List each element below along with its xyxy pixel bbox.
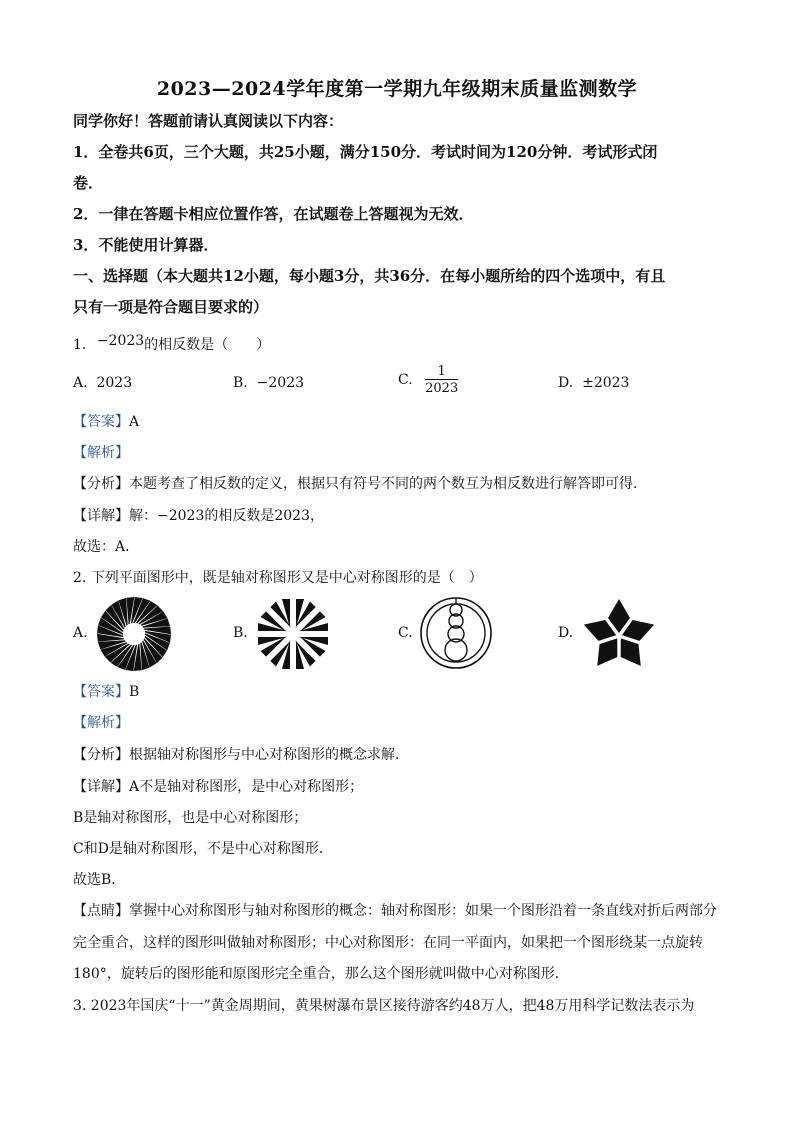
option-label: C. bbox=[398, 372, 413, 388]
figure-label-a: A. bbox=[73, 625, 88, 641]
answer-value: A bbox=[129, 414, 140, 430]
conclusion: 故选：A． bbox=[73, 539, 140, 555]
option-value: ±2023 bbox=[582, 375, 630, 391]
conclusion: 故选B． bbox=[73, 872, 126, 888]
option-label: B. bbox=[233, 375, 248, 391]
explanation-b: B是轴对称图形，也是中心对称图形； bbox=[73, 810, 308, 826]
kite-petals bbox=[582, 599, 656, 669]
instruction-item-1-cont: 卷． bbox=[73, 174, 104, 192]
question-text: 下列平面图形中，既是轴对称图形又是中心对称图形的是（ ） bbox=[90, 570, 483, 586]
analysis-fenxi bbox=[73, 744, 409, 764]
figure-c-nested-circles bbox=[419, 595, 493, 675]
option-a bbox=[73, 375, 132, 391]
fenxi-text: 根据轴对称图形与中心对称图形的概念求解． bbox=[129, 747, 409, 763]
star-arms bbox=[258, 599, 328, 669]
xiangjie-tag: 【详解】 bbox=[73, 508, 129, 524]
dianjing-line3: 180°，旋转后的图形能和原图形完全重合，那么这个图形就叫做中心对称图形． bbox=[73, 966, 569, 982]
question-number: 2. bbox=[73, 570, 87, 586]
arm bbox=[289, 630, 325, 666]
arm bbox=[282, 640, 304, 669]
option-d bbox=[558, 375, 629, 391]
petal bbox=[608, 599, 630, 633]
arm bbox=[260, 601, 296, 637]
figure-label-c: C. bbox=[398, 625, 413, 641]
arm bbox=[258, 623, 287, 645]
option-label: A. bbox=[73, 375, 88, 391]
arm bbox=[289, 601, 325, 637]
explanation-cd: C和D是轴对称图形，不是中心对称图形． bbox=[73, 841, 333, 857]
instruction-item-2: 2．一律在答题卡相应位置作答，在试题卷上答题视为无效． bbox=[73, 205, 474, 223]
figure-label-d: D. bbox=[558, 625, 574, 641]
arm bbox=[282, 599, 304, 628]
figure-label-b: B. bbox=[233, 625, 248, 641]
instruction-item-1: 1．全卷共6页，三个大题，共25小题，满分150分．考试时间为120分钟．考试形式闭 bbox=[73, 143, 658, 161]
fenxi-tag: 【分析】 bbox=[73, 747, 129, 763]
analysis-xiangjie bbox=[73, 505, 324, 525]
arm bbox=[299, 623, 328, 645]
question-3-stem: 3. 2023年国庆“十一”黄金周期间，黄果树瀑布景区接待游客约48万人，把48万用科学记数法表示为 bbox=[73, 998, 695, 1014]
fenxi-text: 本题考查了相反数的定义，根据只有符号不同的两个数互为相反数进行解答即可得． bbox=[129, 476, 647, 492]
analysis-tag: 【解析】 bbox=[73, 445, 129, 461]
answer-value: B bbox=[129, 684, 140, 700]
option-b bbox=[233, 375, 304, 391]
section-heading-line1: 一、选择题（本大题共12小题，每小题3分，共36分．在每小题所给的四个选项中，有且 bbox=[73, 267, 666, 285]
figure-d-pentagon-kites bbox=[582, 597, 656, 673]
page-title: 2023—2024学年度第一学期九年级期末质量监测数学 bbox=[156, 78, 638, 100]
option-value: −2023 bbox=[256, 375, 305, 391]
dianjing-line1 bbox=[73, 900, 717, 920]
xiangjie-text: 解：−2023的相反数是2023， bbox=[129, 508, 324, 524]
analysis-tag: 【解析】 bbox=[73, 715, 129, 731]
fraction-numerator: 1 bbox=[425, 364, 458, 380]
instruction-item-3: 3．不能使用计算器． bbox=[73, 236, 219, 254]
question-2-stem bbox=[73, 567, 483, 587]
dianjing-text: 掌握中心对称图形与轴对称图形的概念：轴对称图形：如果一个图形沿着一条直线对折后两部分 bbox=[129, 903, 717, 919]
xiangjie-text: A不是轴对称图形，是中心对称图形； bbox=[129, 779, 364, 795]
question-1-stem bbox=[73, 334, 270, 354]
dianjing-tag: 【点睛】 bbox=[73, 903, 129, 919]
section-heading-line2: 只有一项是符合题目要求的） bbox=[73, 298, 269, 316]
question-number: 1. bbox=[73, 337, 87, 353]
answer-line bbox=[73, 681, 139, 701]
question-expression: −2023 bbox=[96, 333, 145, 349]
analysis-xiangjie bbox=[73, 776, 363, 796]
xiangjie-tag: 【详解】 bbox=[73, 779, 129, 795]
dianjing-line2: 完全重合，这样的图形叫做轴对称图形；中心对称图形：在同一平面内，如果把一个图形绕某一点旋转 bbox=[73, 935, 703, 951]
answer-tag: 【答案】 bbox=[73, 414, 129, 430]
answer-tag: 【答案】 bbox=[73, 684, 129, 700]
fraction bbox=[425, 364, 458, 396]
question-text: 的相反数是（ ） bbox=[144, 337, 271, 353]
fenxi-tag: 【分析】 bbox=[73, 476, 129, 492]
answer-line bbox=[73, 411, 139, 431]
fraction-denominator: 2023 bbox=[425, 381, 459, 396]
option-value: 2023 bbox=[96, 375, 133, 391]
option-c bbox=[398, 364, 458, 396]
option-label: D. bbox=[558, 375, 574, 391]
figure-b-star-pattern bbox=[256, 597, 330, 675]
analysis-fenxi bbox=[73, 473, 647, 493]
figure-a-radial-pattern bbox=[96, 596, 172, 676]
arm bbox=[260, 630, 296, 666]
instructions-greeting: 同学你好！答题前请认真阅读以下内容： bbox=[73, 112, 344, 130]
